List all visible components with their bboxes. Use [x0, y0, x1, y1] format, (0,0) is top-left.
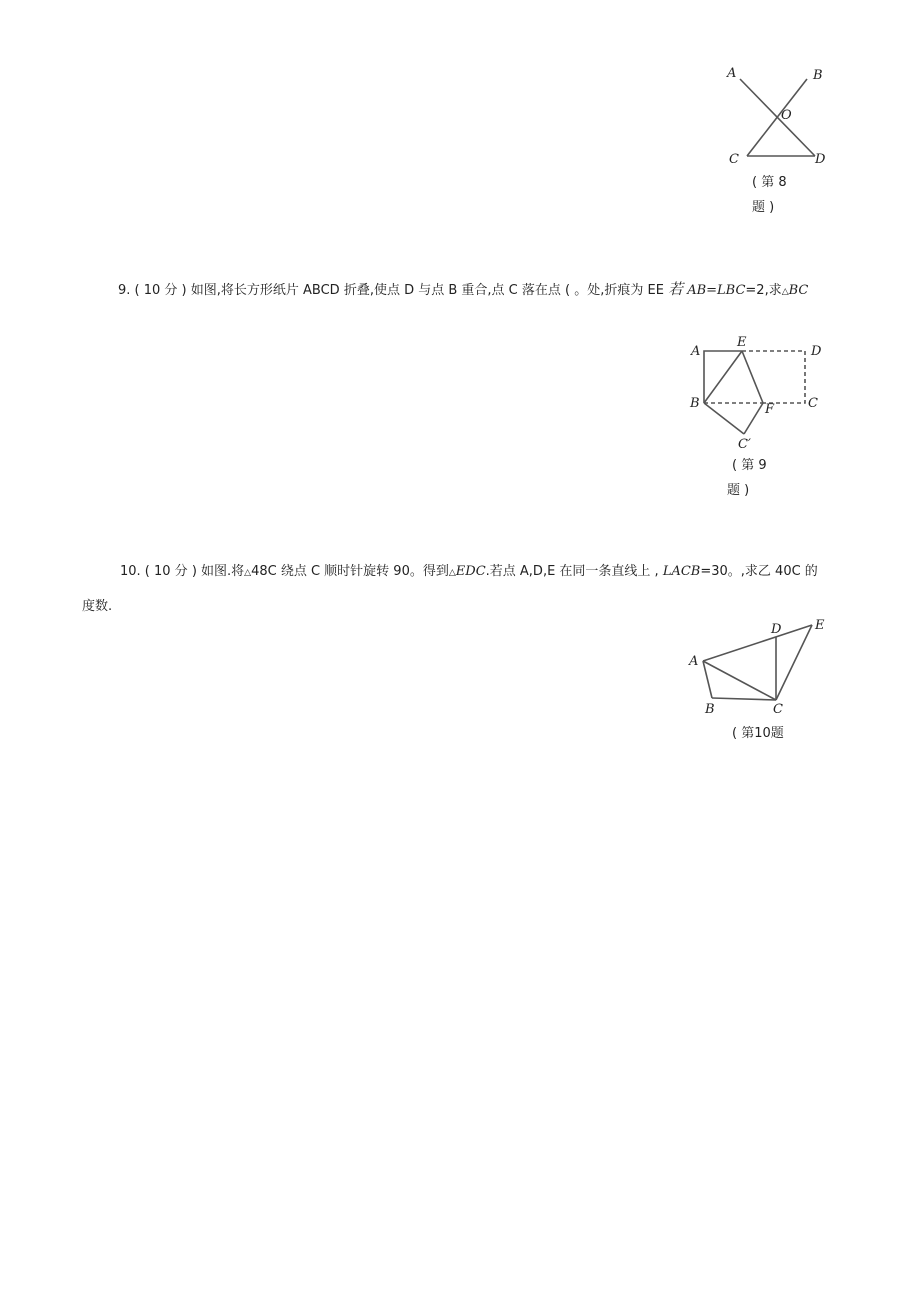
- figure-8-caption-line1: ( 第 8: [752, 175, 787, 190]
- label-d: D: [771, 622, 782, 637]
- label-d: D: [815, 152, 826, 167]
- line-b-c: [747, 79, 807, 156]
- figure-10-caption: ( 第10题: [732, 726, 784, 741]
- label-c: C: [773, 702, 783, 717]
- question-10-b: 48C 绕点 C 顺时针旋转 90。得到: [251, 564, 449, 579]
- figure-10-diagram: [685, 612, 835, 720]
- question-9-main: 9. ( 10 分 ) 如图,将长方形纸片 ABCD 折叠,使点 D 与点 B 重合,点 C 落在点 ( 。处,折痕为 EE: [118, 283, 669, 298]
- question-10-tri2: △: [448, 568, 456, 578]
- label-f: F: [765, 402, 775, 417]
- line-b-c: [712, 698, 776, 700]
- question-10-tri: △: [244, 568, 252, 578]
- line-a-c: [703, 661, 776, 700]
- label-o: O: [781, 108, 792, 123]
- figure-9-caption-line1: ( 第 9: [732, 458, 767, 473]
- line-b-c2: [704, 403, 744, 434]
- question-10-a: 10. ( 10 分 ) 如图.将: [120, 564, 245, 579]
- figure-9-diagram: [685, 333, 835, 453]
- question-10-line-1: [120, 563, 818, 582]
- question-10-c: .若点 A,D,E 在同一条直线上 ,: [485, 564, 663, 579]
- label-c: C: [808, 396, 818, 411]
- question-9-tail: =2,求: [745, 283, 782, 298]
- label-c-prime: C′: [738, 437, 751, 452]
- label-a: A: [727, 66, 737, 81]
- label-a: A: [691, 344, 701, 359]
- question-9-if: 若: [668, 280, 684, 298]
- label-c: C: [729, 152, 739, 167]
- question-9-formula: AB=LBC: [683, 283, 746, 298]
- line-c2-f: [744, 403, 763, 434]
- question-9-text: [118, 280, 808, 301]
- figure-8-caption-line2: 题 ): [752, 200, 775, 215]
- figure-8-diagram: [715, 60, 845, 175]
- label-b: B: [813, 68, 823, 83]
- label-a: A: [689, 654, 699, 669]
- figure-9-caption-line2: 题 ): [727, 483, 750, 498]
- label-e: E: [737, 335, 747, 350]
- label-e: E: [815, 618, 825, 633]
- line-b-e: [704, 351, 742, 403]
- question-9-tri: △: [781, 287, 789, 297]
- folded-dashed-part: [742, 351, 805, 403]
- question-10-edc: EDC: [455, 564, 486, 579]
- question-10-line-2: 度数.: [82, 599, 113, 614]
- question-10-d: =30。,求乙 40C 的: [700, 564, 818, 579]
- line-e-f: [742, 351, 763, 403]
- question-10-lacb: LACB: [662, 564, 701, 579]
- line-a-b: [703, 661, 712, 698]
- label-d: D: [811, 344, 822, 359]
- line-a-e: [703, 625, 812, 661]
- label-b: B: [690, 396, 700, 411]
- label-b: B: [705, 702, 715, 717]
- question-9-bc: BC: [788, 283, 809, 298]
